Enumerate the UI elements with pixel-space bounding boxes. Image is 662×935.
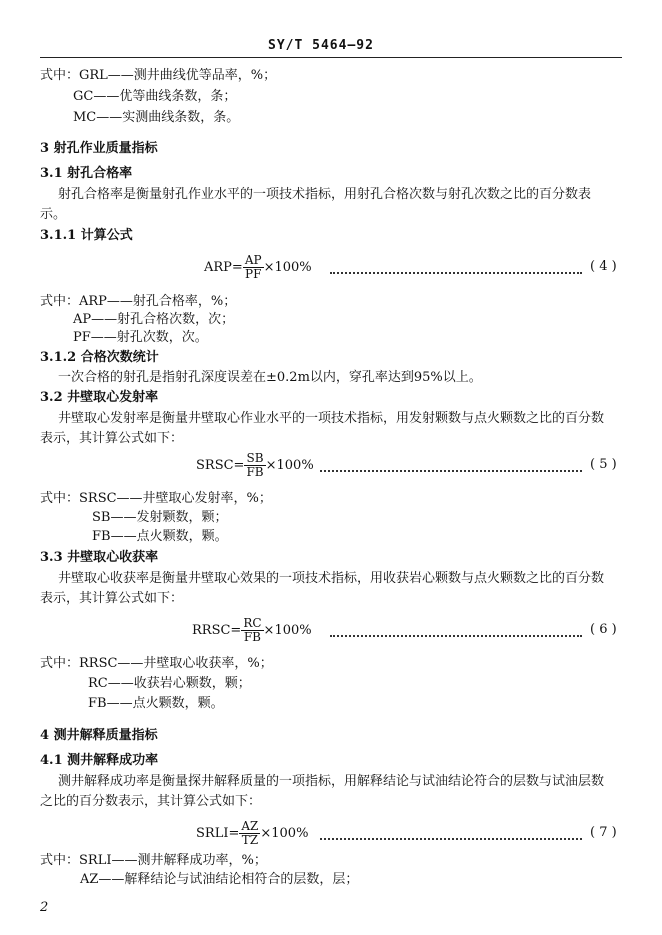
formula-6-numerator: RC: [243, 616, 262, 630]
def-srli: 式中：SRLI——测井解释成功率，%；: [40, 853, 267, 868]
formula-5-number: ( 5 ): [590, 457, 617, 472]
def-sb: SB——发射颗数，颗；: [92, 510, 228, 525]
section-3-1-1-heading: 3.1.1 计算公式: [40, 228, 133, 243]
section-3-1-para-line2: 示。: [40, 207, 67, 222]
section-3-heading: 3 射孔作业质量指标: [40, 141, 158, 156]
formula-4: [204, 251, 312, 285]
formula-4-denominator: PF: [245, 267, 262, 281]
formula-6-rhs: ×100%: [263, 623, 312, 638]
def-fb: FB——点火颗数，颗。: [92, 529, 228, 544]
section-4-1-heading: 4.1 测井解释成功率: [40, 753, 159, 768]
section-3-3-para-line2: 表示，其计算公式如下：: [40, 591, 184, 606]
section-3-3-para-line1: 井壁取心收获率是衡量井壁取心效果的一项技术指标，用收获岩心颗数与点火颗数之比的百分数: [58, 571, 605, 586]
def-arp: 式中：ARP——射孔合格率，%；: [40, 294, 237, 309]
header-rule: [40, 57, 622, 58]
formula-7-fraction: [239, 820, 260, 847]
def-mc: MC——实测曲线条数，条。: [73, 110, 240, 125]
section-3-1-para-line1: 射孔合格率是衡量射孔作业水平的一项技术指标，用射孔合格次数与射孔次数之比的百分数表: [58, 187, 592, 202]
formula-6-denominator: FB: [243, 630, 262, 644]
formula-7-numerator: AZ: [241, 819, 259, 833]
formula-6-fraction: [241, 617, 263, 644]
page-number: 2: [40, 900, 49, 915]
formula-4-leader-dots: [330, 256, 582, 274]
formula-7-rhs: ×100%: [260, 826, 309, 841]
formula-5-leader-dots: [320, 454, 582, 472]
section-3-1-heading: 3.1 射孔合格率: [40, 166, 133, 181]
formula-6-number: ( 6 ): [590, 622, 617, 637]
formula-7-denominator: TZ: [241, 833, 259, 847]
def-pf: PF——射孔次数，次。: [73, 330, 208, 345]
formula-5-numerator: SB: [244, 452, 265, 466]
section-3-1-2-heading: 3.1.2 合格次数统计: [40, 350, 159, 365]
formula-4-numerator: AP: [244, 253, 262, 267]
def-az: AZ——解释结论与试油结论相符合的层数，层；: [80, 872, 359, 887]
formula-5-rhs: ×100%: [265, 458, 314, 473]
def-ap: AP——射孔合格次数，次；: [73, 312, 235, 327]
def-fb-2: FB——点火颗数，颗。: [88, 696, 224, 711]
section-4-1-para-line2: 之比的百分数表示，其计算公式如下：: [40, 794, 262, 809]
def-rc: RC——收获岩心颗数，颗；: [88, 676, 251, 691]
section-3-3-heading: 3.3 井壁取心收获率: [40, 550, 159, 565]
section-3-2-para-line1: 井壁取心发射率是衡量井壁取心作业水平的一项技术指标，用发射颗数与点火颗数之比的百分数: [58, 411, 605, 426]
formula-4-rhs: ×100%: [263, 260, 312, 275]
formula-7-lhs: SRLI=: [196, 826, 240, 841]
section-4-1-para-line1: 测井解释成功率是衡量探井解释质量的一项指标，用解释结论与试油结论符合的层数与试油层数: [58, 774, 605, 789]
def-gc: GC——优等曲线条数，条；: [73, 89, 237, 104]
section-3-2-heading: 3.2 井壁取心发射率: [40, 390, 159, 405]
formula-6-leader-dots: [330, 619, 582, 637]
formula-4-number: ( 4 ): [590, 259, 617, 274]
formula-5-lhs: SRSC=: [196, 458, 245, 473]
formula-7-leader-dots: [320, 822, 582, 840]
section-3-2-para-line2: 表示，其计算公式如下：: [40, 431, 184, 446]
formula-5-fraction: [244, 452, 265, 479]
section-3-1-2-para: 一次合格的射孔是指射孔深度误差在±0.2m以内，穿孔率达到95%以上。: [58, 370, 482, 385]
formula-6-lhs: RRSC=: [192, 623, 242, 638]
def-rrsc: 式中：RRSC——井壁取心收获率，%；: [40, 656, 273, 671]
formula-4-lhs: ARP=: [204, 260, 243, 275]
formula-5: [196, 449, 314, 483]
def-srsc: 式中：SRSC——井壁取心发射率，%；: [40, 491, 272, 506]
formula-6: [192, 614, 312, 648]
formula-7-number: ( 7 ): [590, 825, 617, 840]
page-header-title: SY/T 5464—92: [268, 38, 374, 53]
formula-7: [196, 817, 308, 851]
formula-4-fraction: [243, 254, 264, 281]
formula-5-denominator: FB: [246, 465, 264, 479]
section-4-heading: 4 测井解释质量指标: [40, 728, 158, 743]
def-grl: 式中：GRL——测井曲线优等品率，%；: [40, 68, 277, 83]
